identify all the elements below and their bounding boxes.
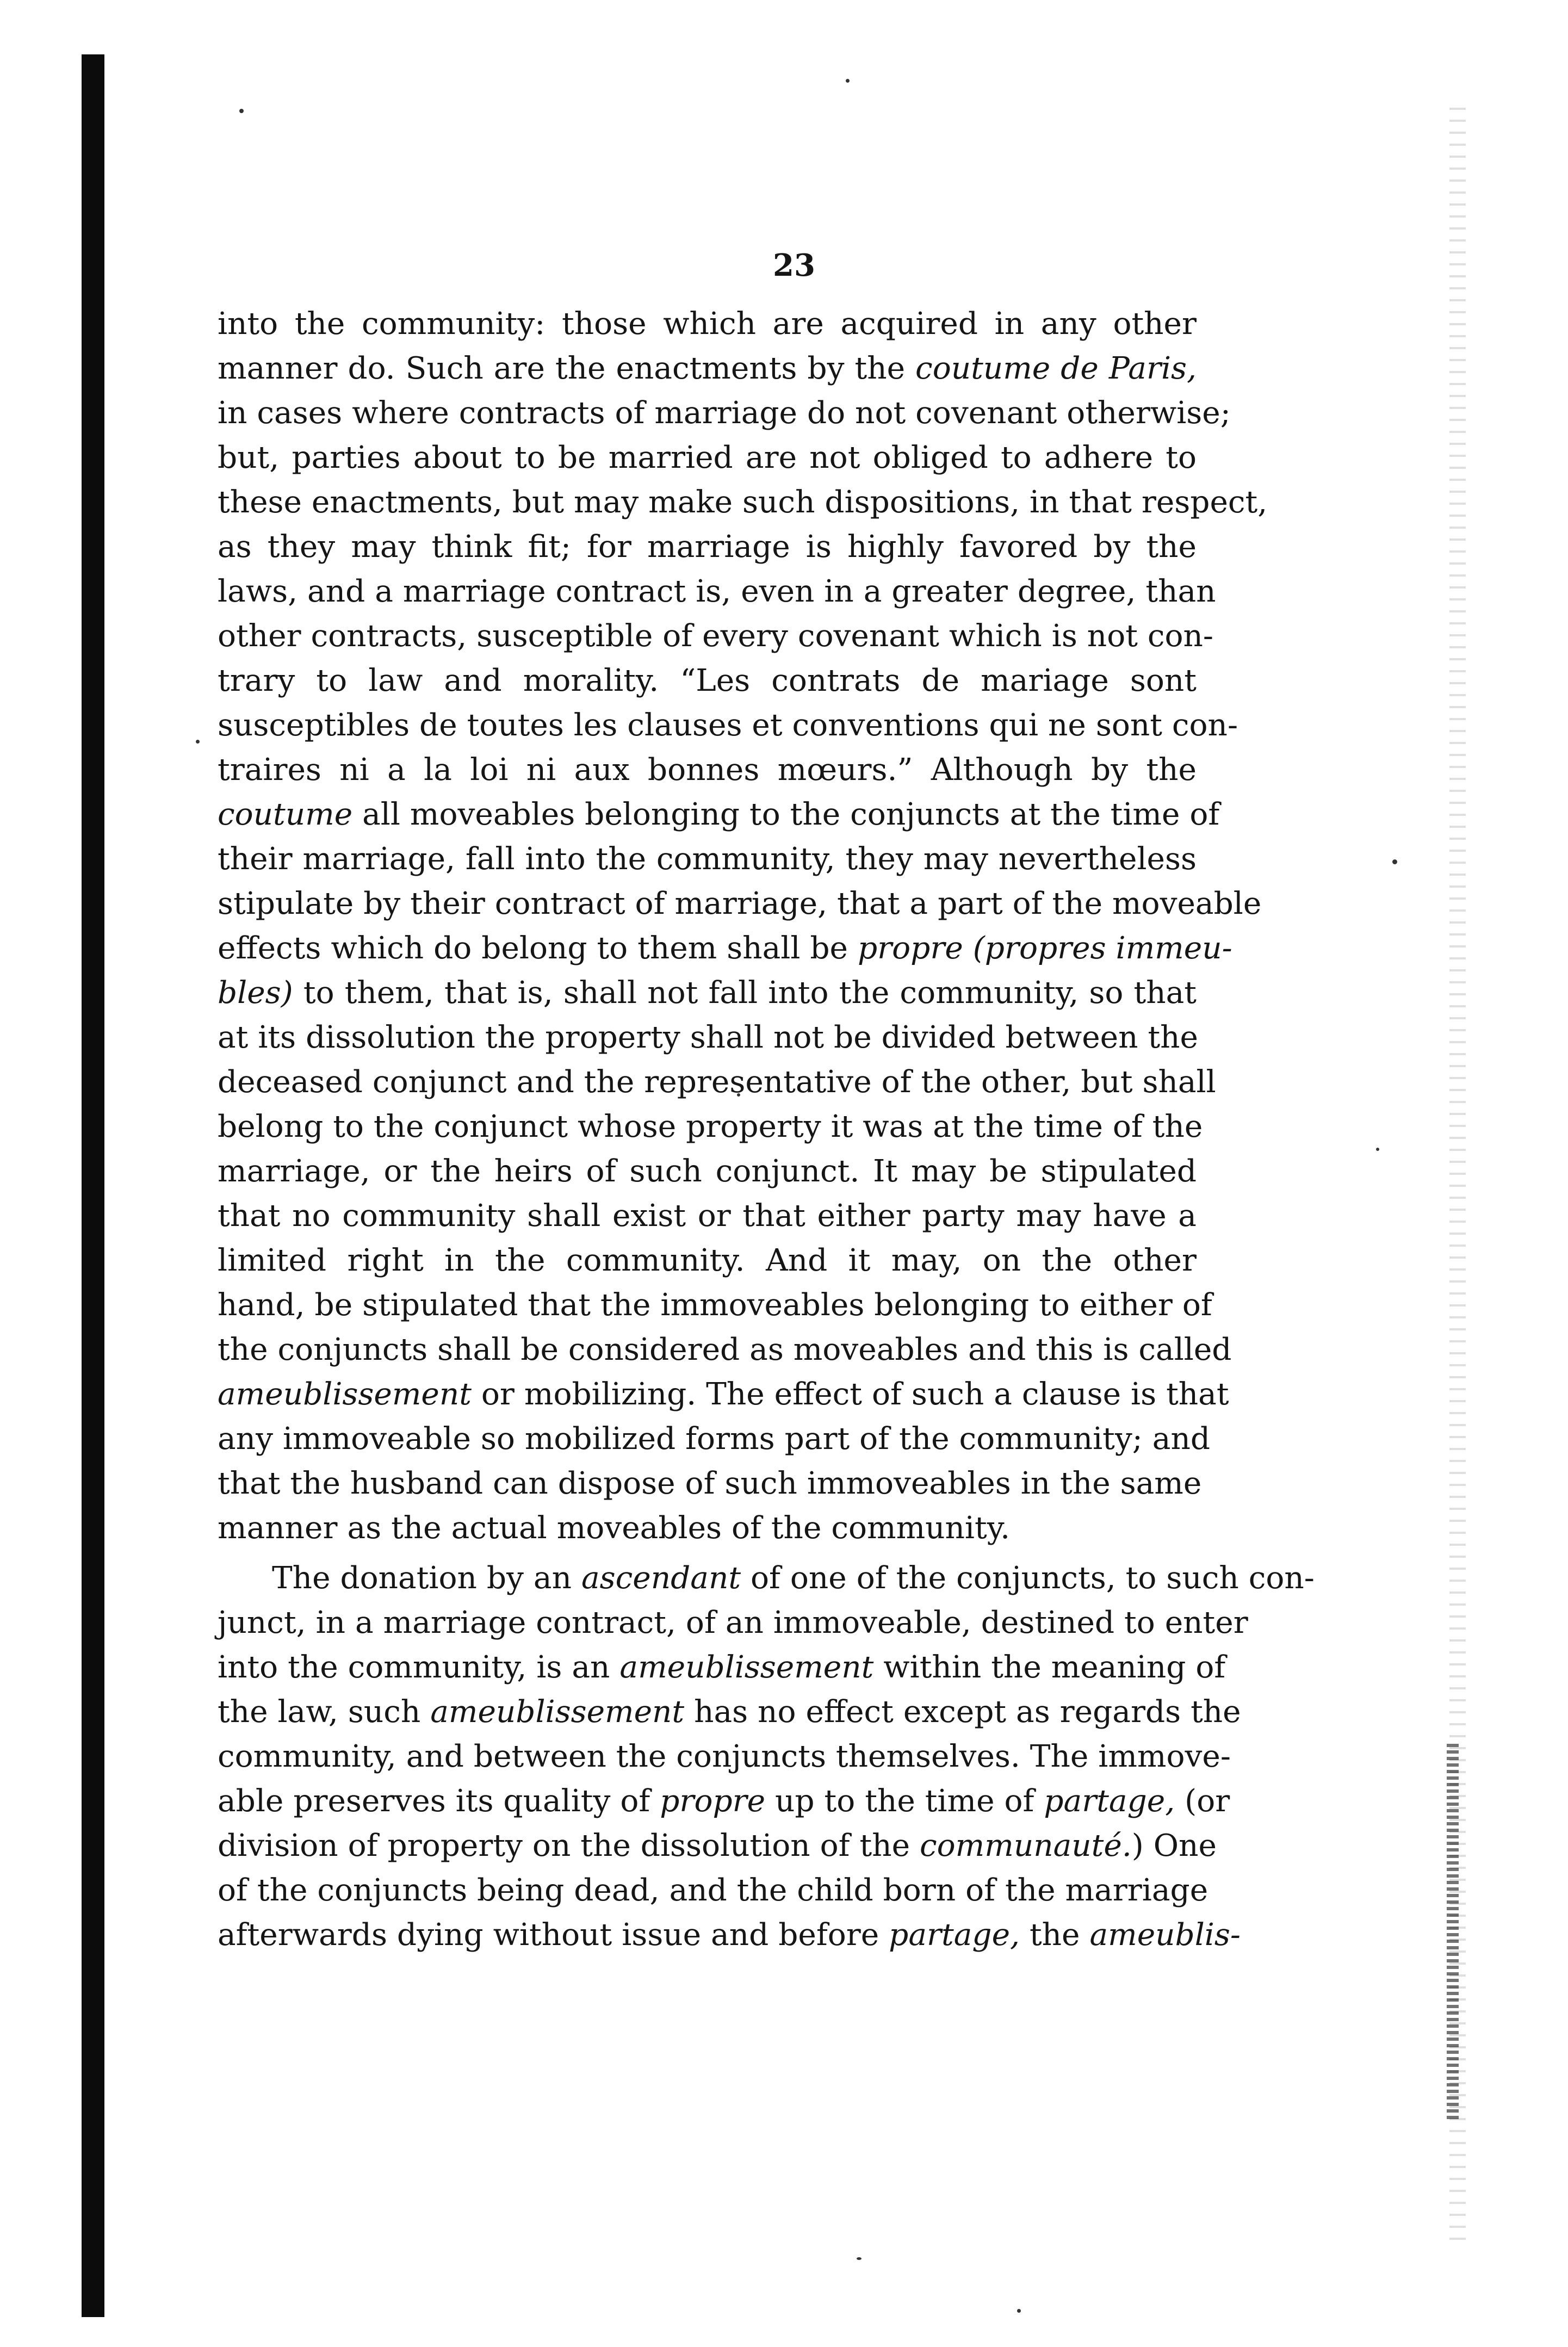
text-segment: in cases where contracts of marriage do not covenant otherwise; xyxy=(218,395,1231,431)
text-segment: deceased conjunct and the representative of the other, but shall xyxy=(218,1064,1216,1100)
text-line xyxy=(218,1556,1315,1601)
text-line xyxy=(218,659,1197,703)
scan-speck xyxy=(1392,859,1397,864)
italic-text: ameublissement xyxy=(218,1377,472,1412)
text-segment: of the conjuncts being dead, and the child born of the marriage xyxy=(218,1873,1208,1908)
text-segment: or mobilizing. The effect of such a clause is that xyxy=(471,1377,1229,1412)
scan-speck xyxy=(239,109,244,113)
text-segment: stipulate by their contract of marriage, that a part of the moveable xyxy=(218,886,1262,921)
text-segment: traires ni a la loi ni aux bonnes mœurs.” Although by the xyxy=(218,752,1197,788)
text-line xyxy=(218,748,1197,792)
text-segment: but, parties about to be married are not obliged to adhere to xyxy=(218,440,1197,475)
italic-text: propre xyxy=(660,1784,766,1819)
text-segment: division of property on the dissolution of the xyxy=(218,1828,920,1863)
text-line xyxy=(218,1194,1197,1238)
text-segment: afterwards dying without issue and before xyxy=(218,1917,889,1953)
text-segment: ) One xyxy=(1131,1828,1217,1863)
text-segment: hand, be stipulated that the immoveables belonging to either of xyxy=(218,1287,1212,1323)
italic-text: partage, xyxy=(1044,1784,1175,1819)
text-line xyxy=(218,1779,1230,1824)
scan-right-edge-dense-marks xyxy=(1447,1741,1459,2121)
text-segment: to them, that is, shall not fall into the community, so that xyxy=(293,975,1197,1011)
text-segment: limited right in the community. And it may, on the other xyxy=(218,1243,1197,1278)
text-segment: at its dissolution the property shall not be divided between the xyxy=(218,1020,1198,1055)
text-line xyxy=(218,302,1197,346)
text-segment: The donation by an xyxy=(272,1560,581,1596)
italic-text: communauté. xyxy=(920,1828,1132,1863)
text-line xyxy=(218,1238,1197,1283)
text-line xyxy=(218,1824,1217,1868)
text-segment: marriage, or the heirs of such conjunct. It may be stipulated xyxy=(218,1154,1197,1189)
text-segment: that no community shall exist or that either party may have a xyxy=(218,1198,1197,1234)
text-segment: other contracts, susceptible of every covenant which is not con- xyxy=(218,618,1214,654)
text-segment: trary to law and morality. “Les contrats de mariage sont xyxy=(218,663,1197,698)
text-line xyxy=(218,1060,1216,1105)
text-line xyxy=(218,1690,1241,1735)
italic-text: partage, xyxy=(889,1917,1020,1953)
text-line xyxy=(218,346,1197,391)
text-segment: all moveables belonging to the conjuncts at the time of xyxy=(352,797,1220,832)
text-segment: the xyxy=(1020,1917,1090,1953)
paragraph xyxy=(218,1556,1315,1958)
text-line xyxy=(218,1283,1212,1328)
italic-text: ameublissement xyxy=(430,1694,685,1730)
text-line xyxy=(218,525,1197,569)
text-line xyxy=(218,1417,1211,1462)
text-segment: susceptibles de toutes les clauses et conventions qui ne sont con- xyxy=(218,708,1238,743)
body-text xyxy=(218,302,1315,1958)
text-segment: the law, such xyxy=(218,1694,431,1730)
text-line xyxy=(218,1601,1248,1645)
text-line xyxy=(218,614,1214,659)
text-segment: manner do. Such are the enactments by the xyxy=(218,351,916,386)
text-segment: community, and between the conjuncts themselves. The immove- xyxy=(218,1739,1231,1774)
scan-speck xyxy=(857,2257,862,2260)
text-line xyxy=(218,837,1197,882)
text-segment: into the community: those which are acquired in any other xyxy=(218,306,1197,342)
scan-speck xyxy=(846,79,850,83)
text-line xyxy=(218,971,1197,1015)
text-line xyxy=(218,1149,1197,1194)
text-segment: these enactments, but may make such dispositions, in that respect, xyxy=(218,485,1268,520)
text-line xyxy=(218,1462,1202,1506)
scan-speck xyxy=(1017,2309,1021,2313)
italic-text: bles) xyxy=(218,975,293,1011)
text-line xyxy=(218,436,1197,480)
text-line xyxy=(218,1328,1232,1372)
italic-text: ascendant xyxy=(581,1560,741,1596)
italic-text: coutume xyxy=(218,797,353,832)
paragraph xyxy=(218,302,1268,1551)
text-line xyxy=(218,391,1231,436)
text-segment: up to the time of xyxy=(765,1784,1044,1819)
text-line xyxy=(218,1372,1229,1417)
text-segment: laws, and a marriage contract is, even in a greater degree, than xyxy=(218,574,1216,609)
italic-text: ameublis- xyxy=(1089,1917,1241,1953)
text-segment: that the husband can dispose of such immoveables in the same xyxy=(218,1466,1202,1501)
text-segment: as they may think fit; for marriage is highly favored by the xyxy=(218,529,1197,565)
text-segment: able preserves its quality of xyxy=(218,1784,660,1819)
text-line xyxy=(218,792,1220,837)
text-segment: (or xyxy=(1175,1784,1230,1819)
text-segment: has no effect except as regards the xyxy=(684,1694,1241,1730)
text-segment: manner as the actual moveables of the community. xyxy=(218,1510,1011,1546)
text-line xyxy=(218,1105,1203,1149)
text-segment: within the meaning of xyxy=(873,1650,1226,1685)
italic-text: propre (propres immeu- xyxy=(857,931,1232,966)
text-line xyxy=(218,1868,1208,1913)
scan-binding-edge xyxy=(82,54,104,2317)
italic-text: ameublissement xyxy=(619,1650,874,1685)
scan-speck xyxy=(1376,1148,1379,1151)
italic-text: coutume de Paris, xyxy=(915,351,1197,386)
page-number: 23 xyxy=(773,247,815,283)
text-segment: into the community, is an xyxy=(218,1650,620,1685)
text-line xyxy=(218,703,1238,748)
text-line xyxy=(218,1735,1231,1779)
text-line xyxy=(218,1913,1241,1958)
text-line xyxy=(218,1645,1226,1690)
text-line xyxy=(218,1506,1197,1551)
text-line xyxy=(218,569,1216,614)
scan-speck xyxy=(196,740,200,744)
text-segment: belong to the conjunct whose property it was at the time of the xyxy=(218,1109,1203,1144)
text-segment: the conjuncts shall be considered as moveables and this is called xyxy=(218,1332,1232,1367)
text-line xyxy=(218,1015,1197,1060)
text-segment: of one of the conjuncts, to such con- xyxy=(741,1560,1315,1596)
text-segment: effects which do belong to them shall be xyxy=(218,931,858,966)
text-line xyxy=(218,882,1262,926)
text-segment: any immoveable so mobilized forms part of the community; and xyxy=(218,1421,1211,1457)
text-line xyxy=(218,480,1268,525)
text-segment: junct, in a marriage contract, of an immoveable, destined to enter xyxy=(218,1605,1248,1640)
text-segment: their marriage, fall into the community, they may nevertheless xyxy=(218,841,1197,877)
text-line xyxy=(218,926,1232,971)
